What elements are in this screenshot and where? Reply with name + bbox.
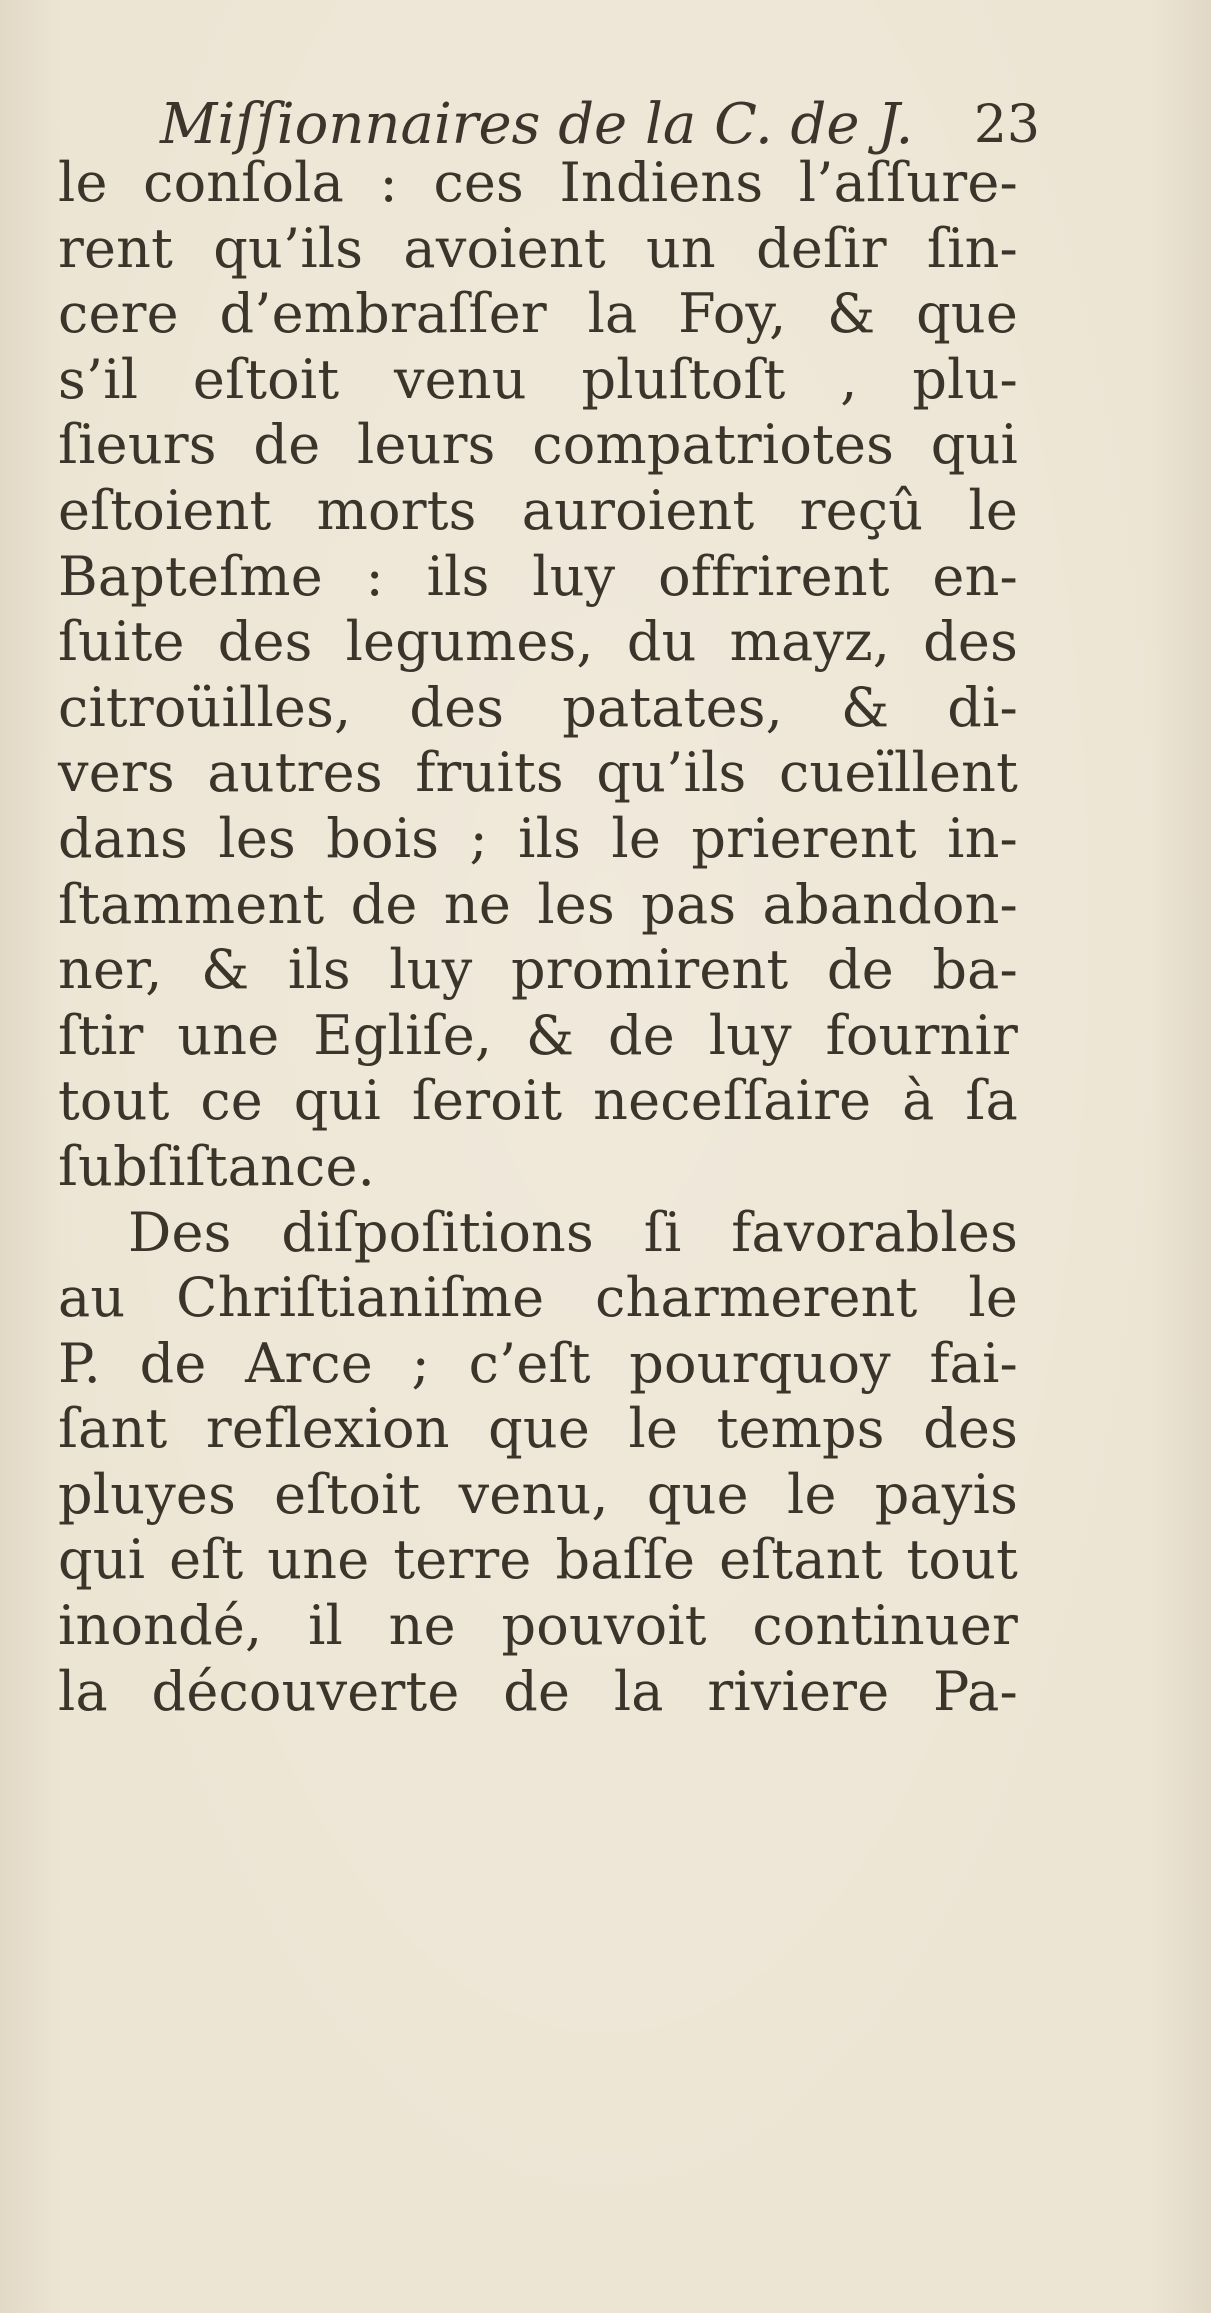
paragraph-1 <box>58 150 1018 1200</box>
page-number: 23 <box>973 95 1040 155</box>
text-line: tout ce qui ſeroit neceſſaire à ſa <box>58 1069 1018 1133</box>
text-line: Des diſpoſitions ſi favorables <box>128 1200 1018 1264</box>
paragraph-2 <box>58 1200 1018 1725</box>
body-text <box>58 150 1018 1724</box>
text-line: pluyes eſtoit venu, que le payis <box>58 1462 1018 1526</box>
text-line: rent qu’ils avoient un deſir ſin- <box>58 216 1018 280</box>
running-head-title: Miſſionnaires de la C. de J. <box>160 92 914 157</box>
text-line: ſubſiſtance. <box>58 1134 376 1198</box>
text-line: ſtamment de ne les pas abandon- <box>58 872 1018 936</box>
text-line: inondé, il ne pouvoit continuer <box>58 1594 1018 1658</box>
text-line: au Chriſtianiſme charmerent le <box>58 1266 1018 1330</box>
text-line: le conſola : ces Indiens l’aſſure- <box>58 151 1018 214</box>
text-line: ſieurs de leurs compatriotes qui <box>58 413 1018 477</box>
text-line: la découverte de la riviere Pa- <box>58 1659 1018 1723</box>
text-line: dans les bois ; ils le prierent in- <box>58 806 1018 870</box>
text-line: cere d’embraſſer la Foy, & que <box>58 282 1018 346</box>
text-line: Bapteſme : ils luy offrirent en- <box>58 544 1018 608</box>
text-line: ſtir une Egliſe, & de luy fournir <box>58 1003 1018 1067</box>
text-line: ſuite des legumes, du mayz, des <box>58 610 1018 674</box>
text-line: qui eſt une terre baſſe eſtant tout <box>58 1528 1018 1592</box>
text-line: vers autres fruits qu’ils cueïllent <box>58 741 1018 805</box>
text-line: citroüilles, des patates, & di- <box>58 675 1018 739</box>
text-line: ner, & ils luy promirent de ba- <box>58 938 1018 1002</box>
text-line: s’il eſtoit venu pluſtoſt , plu- <box>58 347 1018 411</box>
text-line: P. de Arce ; c’eſt pourquoy fai- <box>58 1331 1018 1395</box>
text-line: ſant reflexion que le temps des <box>58 1397 1018 1461</box>
text-line: eſtoient morts auroient reçû le <box>58 478 1018 542</box>
